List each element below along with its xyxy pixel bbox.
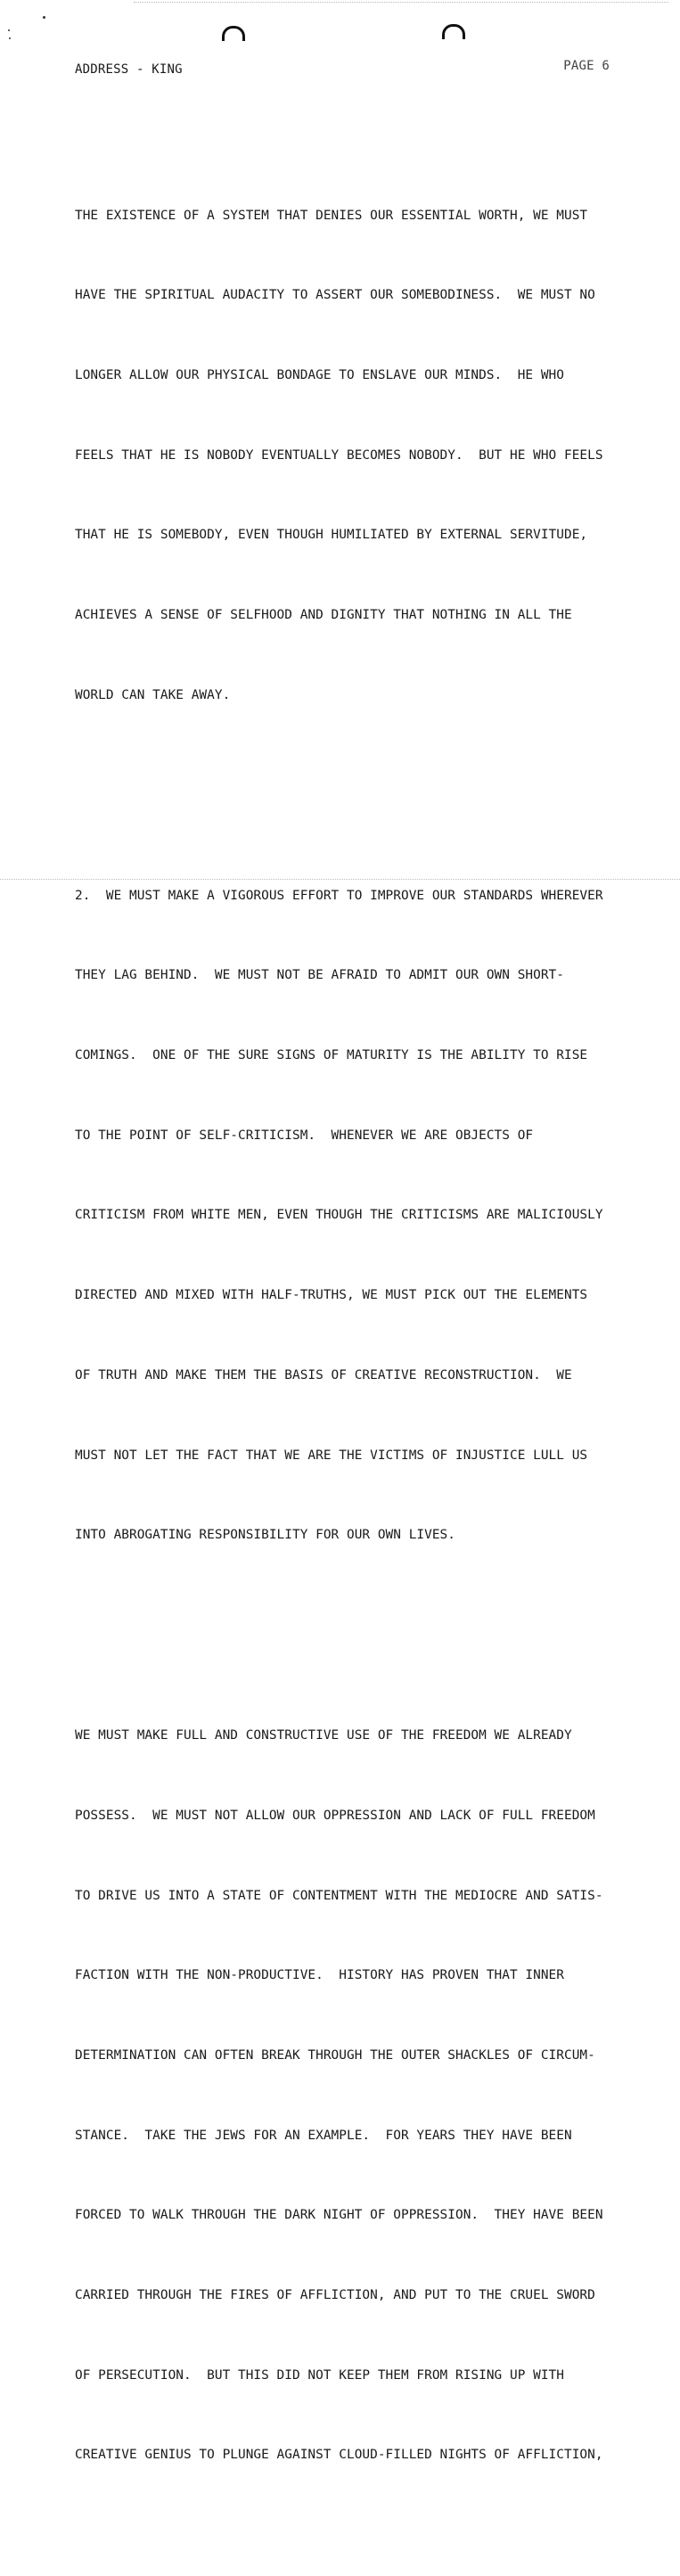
margin-speck xyxy=(43,16,45,19)
paragraph xyxy=(75,830,645,1603)
top-page-edge xyxy=(134,2,668,3)
paragraph xyxy=(75,150,645,763)
text-line: 2. WE MUST MAKE A VIGOROUS EFFORT TO IMPROVE OUR STANDARDS WHEREVER xyxy=(75,888,603,903)
text-line: LONGER ALLOW OUR PHYSICAL BONDAGE TO ENSLAVE OUR MINDS. HE WHO xyxy=(75,368,564,383)
text-line: WE MUST MAKE FULL AND CONSTRUCTIVE USE OF THE FREEDOM WE ALREADY xyxy=(75,1728,572,1743)
text-line: HAVE THE SPIRITUAL AUDACITY TO ASSERT OUR SOMEBODINESS. WE MUST NO xyxy=(75,288,595,303)
text-line: POSSESS. WE MUST NOT ALLOW OUR OPPRESSION AND LACK OF FULL FREEDOM xyxy=(75,1808,595,1823)
text-line: CARRIED THROUGH THE FIRES OF AFFLICTION, AND PUT TO THE CRUEL SWORD xyxy=(75,2288,595,2303)
text-line: TO DRIVE US INTO A STATE OF CONTENTMENT WITH THE MEDIOCRE AND SATIS- xyxy=(75,1888,603,1903)
text-line: OF TRUTH AND MAKE THEM THE BASIS OF CREATIVE RECONSTRUCTION. WE xyxy=(75,1367,572,1382)
text-line: STANCE. TAKE THE JEWS FOR AN EXAMPLE. FOR YEARS THEY HAVE BEEN xyxy=(75,2128,572,2143)
text-line: DIRECTED AND MIXED WITH HALF-TRUTHS, WE MUST PICK OUT THE ELEMENTS xyxy=(75,1288,588,1303)
page-number: PAGE 6 xyxy=(563,59,610,73)
text-line: FACTION WITH THE NON-PRODUCTIVE. HISTORY HAS PROVEN THAT INNER xyxy=(75,1968,564,1983)
paragraph xyxy=(75,1669,645,2523)
binder-mark-left xyxy=(222,26,245,41)
text-line: CREATIVE GENIUS TO PLUNGE AGAINST CLOUD-FILLED NIGHTS OF AFFLICTION, xyxy=(75,2448,603,2463)
text-line: OF PERSECUTION. BUT THIS DID NOT KEEP THEM FROM RISING UP WITH xyxy=(75,2367,564,2383)
text-line: MUST NOT LET THE FACT THAT WE ARE THE VICTIMS OF INJUSTICE LULL US xyxy=(75,1448,588,1463)
text-line: TO THE POINT OF SELF-CRITICISM. WHENEVER WE ARE OBJECTS OF xyxy=(75,1128,534,1143)
text-line: FEELS THAT HE IS NOBODY EVENTUALLY BECOMES NOBODY. BUT HE WHO FEELS xyxy=(75,447,603,463)
text-line: THE EXISTENCE OF A SYSTEM THAT DENIES OUR ESSENTIAL WORTH, WE MUST xyxy=(75,208,588,223)
text-line: ACHIEVES A SENSE OF SELFHOOD AND DIGNITY THAT NOTHING IN ALL THE xyxy=(75,608,572,623)
text-line: THAT HE IS SOMEBODY, EVEN THOUGH HUMILIATED BY EXTERNAL SERVITUDE, xyxy=(75,528,588,543)
text-line: CRITICISM FROM WHITE MEN, EVEN THOUGH THE CRITICISMS ARE MALICIOUSLY xyxy=(75,1208,603,1223)
text-line: FORCED TO WALK THROUGH THE DARK NIGHT OF OPPRESSION. THEY HAVE BEEN xyxy=(75,2208,603,2223)
document-title: ADDRESS - KING xyxy=(75,62,183,77)
text-line: COMINGS. ONE OF THE SURE SIGNS OF MATURITY IS THE ABILITY TO RISE xyxy=(75,1048,588,1063)
text-line: INTO ABROGATING RESPONSIBILITY FOR OUR OWN LIVES. xyxy=(75,1528,455,1543)
document-body xyxy=(75,96,645,2576)
margin-speck xyxy=(9,37,11,39)
text-line: DETERMINATION CAN OFTEN BREAK THROUGH THE OUTER SHACKLES OF CIRCUM- xyxy=(75,2047,595,2063)
text-line: THEY LAG BEHIND. WE MUST NOT BE AFRAID TO ADMIT OUR OWN SHORT- xyxy=(75,968,564,983)
binder-mark-right xyxy=(442,24,465,39)
page-header xyxy=(75,59,610,80)
margin-speck xyxy=(8,29,10,31)
text-line: WORLD CAN TAKE AWAY. xyxy=(75,687,231,702)
